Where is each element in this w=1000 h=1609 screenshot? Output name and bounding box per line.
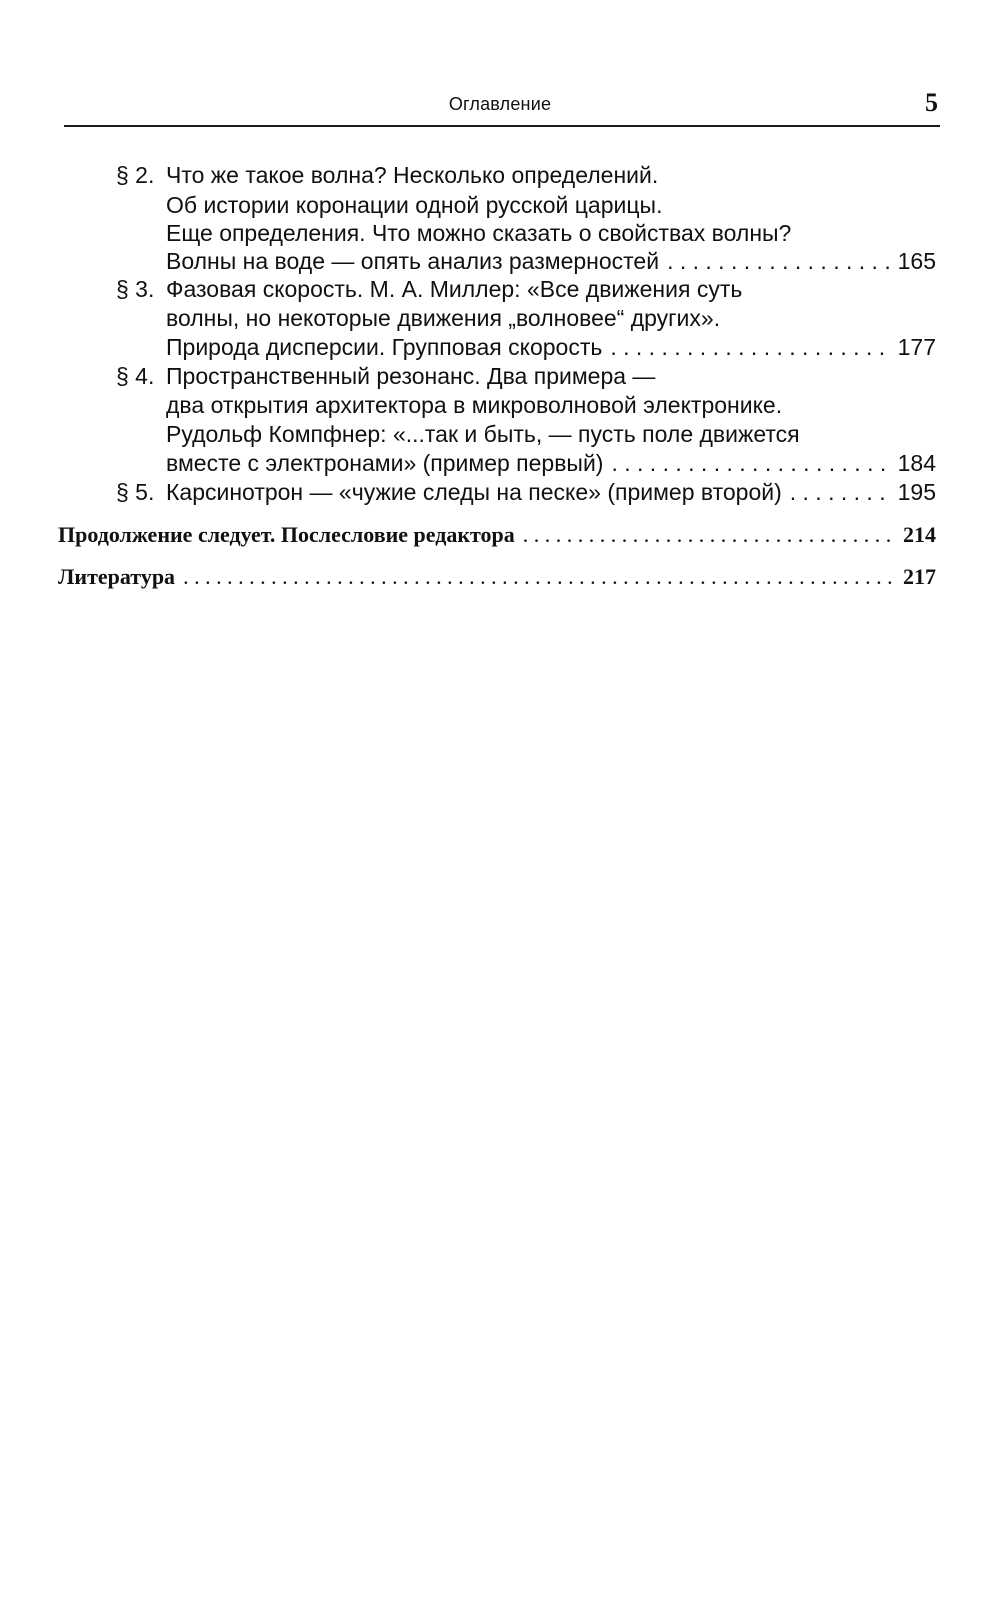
- page-number: 5: [925, 88, 938, 117]
- section-line: Волны на воде — опять анализ размерностей: [166, 248, 660, 274]
- section-entry-leader-line: [166, 477, 936, 507]
- section-page-number: 184: [897, 450, 936, 476]
- section-line: Природа дисперсии. Групповая скорость: [166, 334, 603, 360]
- section-line: Пространственный резонанс. Два примера —: [166, 363, 656, 389]
- dot-leader: [667, 246, 892, 276]
- chapter-title: Литература: [58, 564, 176, 589]
- section-line: вместе с электронами» (пример первый): [166, 450, 604, 476]
- section-number: § 4.: [116, 363, 155, 389]
- section-page-number: 177: [897, 334, 936, 360]
- section-entry-leader-line: [166, 246, 936, 276]
- section-line: Фазовая скорость. М. А. Миллер: «Все движения суть: [166, 276, 743, 302]
- toc-chapter-literature: [58, 562, 936, 592]
- chapter-title: Продолжение следует. Послесловие редактора: [58, 522, 515, 547]
- dot-leader: [790, 477, 892, 507]
- section-line: Карсинотрон — «чужие следы на песке» (пример второй): [166, 479, 782, 505]
- section-entry-leader-line: [166, 448, 936, 478]
- dot-leader: [611, 448, 891, 478]
- section-line: Об истории коронации одной русской царицы.: [166, 192, 663, 218]
- section-page-number: 195: [897, 479, 936, 505]
- section-line: волны, но некоторые движения „волновее“ других».: [166, 305, 721, 331]
- chapter-page-number: 214: [903, 522, 936, 547]
- dot-leader: [183, 562, 897, 592]
- toc-chapter-afterword: [58, 520, 936, 550]
- dot-leader: [610, 332, 891, 362]
- section-line: Рудольф Компфнер: «...так и быть, — пусть поле движется: [166, 421, 800, 447]
- header-rule: [64, 125, 940, 127]
- section-entry-leader-line: [166, 332, 936, 362]
- section-line: два открытия архитектора в микроволновой электронике.: [166, 392, 783, 418]
- section-page-number: 165: [897, 248, 936, 274]
- section-number: § 5.: [116, 479, 155, 505]
- dot-leader: [523, 520, 897, 550]
- section-number: § 3.: [116, 276, 155, 302]
- section-line: Еще определения. Что можно сказать о свойствах волны?: [166, 220, 792, 246]
- section-number: § 2.: [116, 162, 155, 188]
- running-header-title: Оглавление: [448, 94, 552, 114]
- chapter-page-number: 217: [903, 564, 936, 589]
- section-line: Что же такое волна? Несколько определений.: [166, 162, 659, 188]
